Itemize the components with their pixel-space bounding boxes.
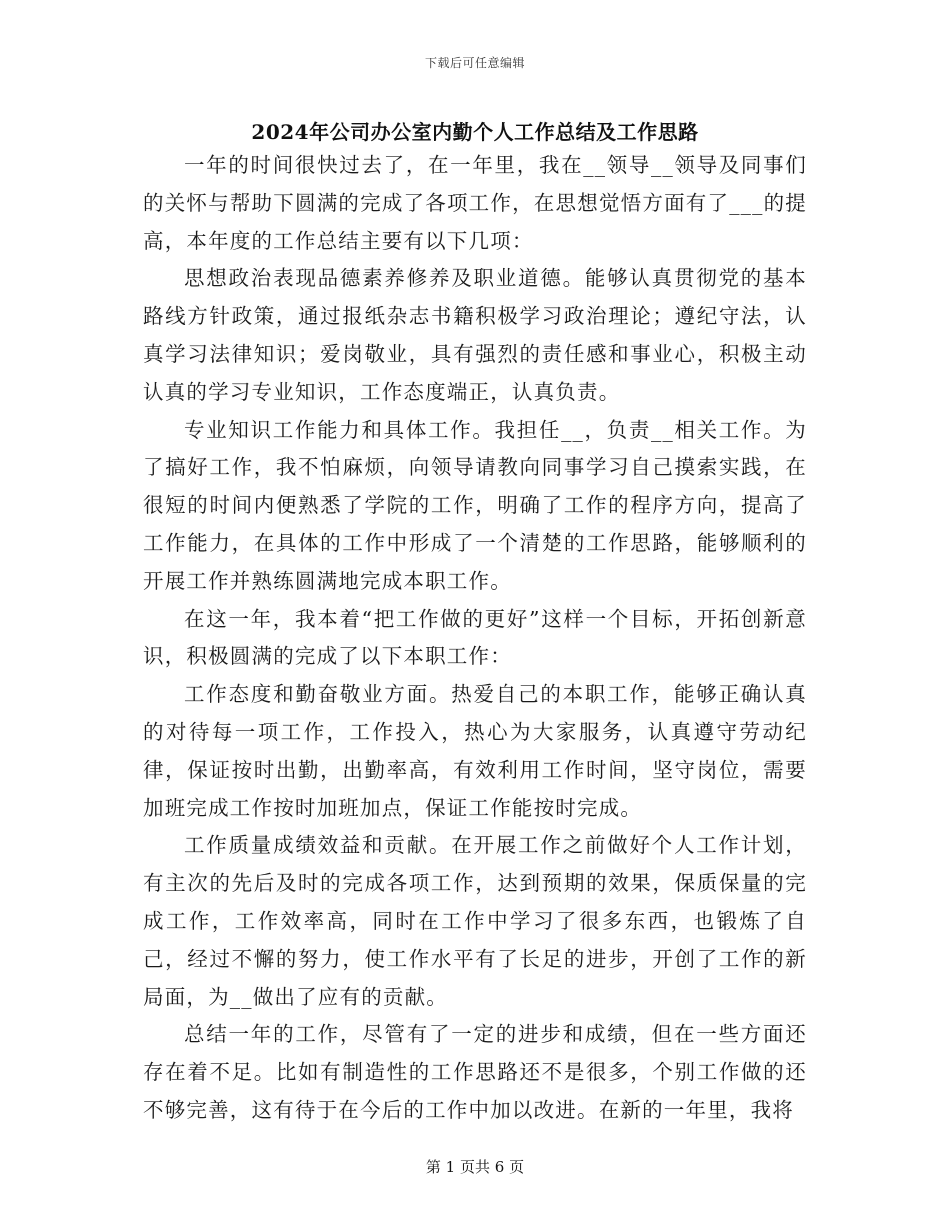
paragraph: 专业知识工作能力和具体工作。我担任__，负责__相关工作。为了搞好工作，我不怕麻烦，向领导请教向同事学习自己摸索实践，在很短的时间内便熟悉了学院的工作，明确了工作的程序方向，提高了工作能力，在具体的工作中形成了一个清楚的工作思路，能够顺利的开展工作并熟练圆满地完成本职工作。 xyxy=(143,417,807,593)
paragraph: 总结一年的工作，尽管有了一定的进步和成绩，但在一些方面还存在着不足。比如有制造性的工作思路还不是很多，个别工作做的还不够完善，这有待于在今后的工作中加以改进。在新的一年里，我将 xyxy=(143,1022,807,1122)
page-number: 第 1 页共 6 页 xyxy=(425,1158,525,1176)
document-body xyxy=(143,147,807,1130)
document-title: 2024年公司办公室内勤个人工作总结及工作思路 xyxy=(251,120,699,144)
paragraph: 一年的时间很快过去了，在一年里，我在__领导__领导及同事们的关怀与帮助下圆满的完成了各项工作，在思想觉悟方面有了___的提高，本年度的工作总结主要有以下几项： xyxy=(143,153,807,253)
paragraph: 思想政治表现品德素养修养及职业道德。能够认真贯彻党的基本路线方针政策，通过报纸杂志书籍积极学习政治理论；遵纪守法，认真学习法律知识；爱岗敬业，具有强烈的责任感和事业心，积极主动认真的学习专业知识，工作态度端正，认真负责。 xyxy=(143,266,807,404)
paragraph: 工作质量成绩效益和贡献。在开展工作之前做好个人工作计划，有主次的先后及时的完成各项工作，达到预期的效果，保质保量的完成工作，工作效率高，同时在工作中学习了很多东西，也锻炼了自己，经过不懈的努力，使工作水平有了长足的进步，开创了工作的新局面，为__做出了应有的贡献。 xyxy=(143,833,807,1009)
paragraph: 工作态度和勤奋敬业方面。热爱自己的本职工作，能够正确认真的对待每一项工作，工作投入，热心为大家服务，认真遵守劳动纪律，保证按时出勤，出勤率高，有效利用工作时间，坚守岗位，需要加班完成工作按时加班加点，保证工作能按时完成。 xyxy=(143,682,807,820)
paragraph: 在这一年，我本着“把工作做的更好”这样一个目标，开拓创新意识，积极圆满的完成了以下本职工作： xyxy=(143,606,807,669)
header-note: 下载后可任意编辑 xyxy=(424,56,525,70)
